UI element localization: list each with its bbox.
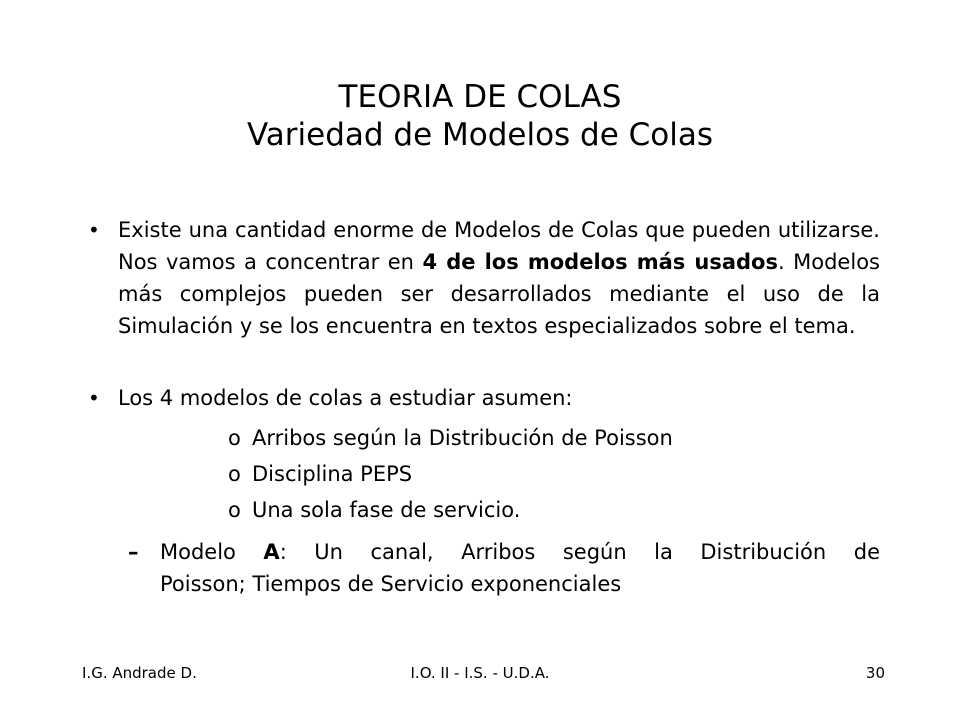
assumption-text: Una sola fase de servicio. [252,498,521,522]
sub-bullet-icon: o [228,498,241,522]
footer-author: I.G. Andrade D. [82,664,197,682]
sub-bullet-icon: o [228,462,241,486]
model-a-line-1 [160,536,880,568]
paragraph-1-bold: 4 de los modelos más usados [422,250,778,274]
assumption-item [228,494,520,526]
model-a-line-2: Poisson; Tiempos de Servicio exponenciales [160,572,622,596]
paragraph-1-text-b: . Modelos más complejos pueden ser desarrollados mediante el uso de la Simulación y se los encuentra en textos especializados sobre el tema. [118,250,880,338]
model-a-line-1-rest: : Un canal, Arribos según la Distribución de [279,540,880,564]
model-a-description [160,536,880,600]
model-a-letter: A [263,540,280,564]
bullet-icon: • [88,218,100,242]
title-line-1: TEORIA DE COLAS [338,79,622,115]
dash-bullet-icon: – [128,540,139,564]
footer-course: I.O. II - I.S. - U.D.A. [410,664,550,682]
paragraph-2: Los 4 modelos de colas a estudiar asumen: [118,386,573,410]
paragraph-1-text-a: Existe una cantidad enorme de Modelos de Colas que pueden utilizarse. Nos vamos a concentrar en [118,218,880,274]
model-a-prefix: Modelo [160,540,264,564]
page-number: 30 [865,664,885,682]
assumption-item [228,458,412,490]
slide-title [0,78,960,154]
assumption-item [228,422,673,454]
assumption-text: Disciplina PEPS [252,462,413,486]
paragraph-1 [118,214,880,342]
sub-bullet-icon: o [228,426,241,450]
assumption-text: Arribos según la Distribución de Poisson [252,426,673,450]
bullet-icon: • [88,386,100,410]
title-line-2: Variedad de Modelos de Colas [246,117,714,153]
